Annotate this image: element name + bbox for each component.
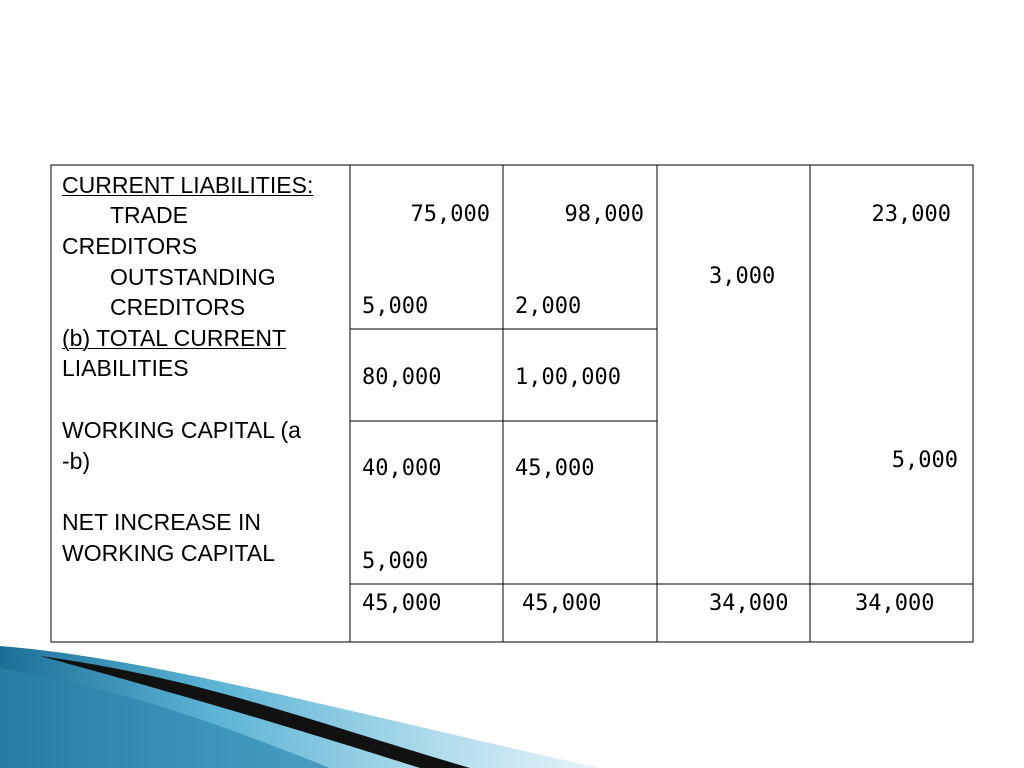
col2-net-increase: 5,000: [362, 549, 429, 574]
current-liabilities-heading: CURRENT LIABILITIES:: [62, 172, 314, 198]
outstanding-creditors-label-line1: OUTSTANDING: [110, 264, 276, 290]
trade-creditors-label-line2: CREDITORS: [62, 233, 198, 259]
col3-trade-creditors: 98,000: [564, 202, 644, 227]
col3-grand-total: 45,000: [522, 591, 602, 616]
col2-trade-creditors: 75,000: [410, 202, 490, 227]
col5-grand-total: 34,000: [855, 591, 935, 616]
col3-total-current-liabilities: 1,00,000: [515, 365, 621, 390]
total-current-liabilities-label-line2: LIABILITIES: [62, 355, 189, 381]
col2-total-current-liabilities: 80,000: [362, 365, 442, 390]
net-increase-label-line2: WORKING CAPITAL: [62, 540, 275, 566]
working-capital-label-line2: -b): [62, 448, 91, 474]
col3-working-capital: 45,000: [515, 456, 595, 481]
decorative-wave: [0, 638, 1024, 768]
col3-outstanding-creditors: 2,000: [515, 294, 582, 319]
col2-grand-total: 45,000: [362, 591, 442, 616]
working-capital-label-line1: WORKING CAPITAL (a: [62, 417, 301, 443]
total-current-liabilities-label-line1: (b) TOTAL CURRENT: [62, 325, 287, 351]
outstanding-creditors-label-line2: CREDITORS: [110, 294, 246, 320]
col5-trade-change: 23,000: [871, 202, 951, 227]
col4-grand-total: 34,000: [709, 591, 789, 616]
net-increase-label-line1: NET INCREASE IN: [62, 509, 261, 535]
col4-outstanding-change: 3,000: [709, 264, 776, 289]
trade-creditors-label-line1: TRADE: [110, 202, 188, 228]
col2-outstanding-creditors: 5,000: [362, 294, 429, 319]
col5-working-capital-change: 5,000: [891, 448, 958, 473]
col2-working-capital: 40,000: [362, 456, 442, 481]
